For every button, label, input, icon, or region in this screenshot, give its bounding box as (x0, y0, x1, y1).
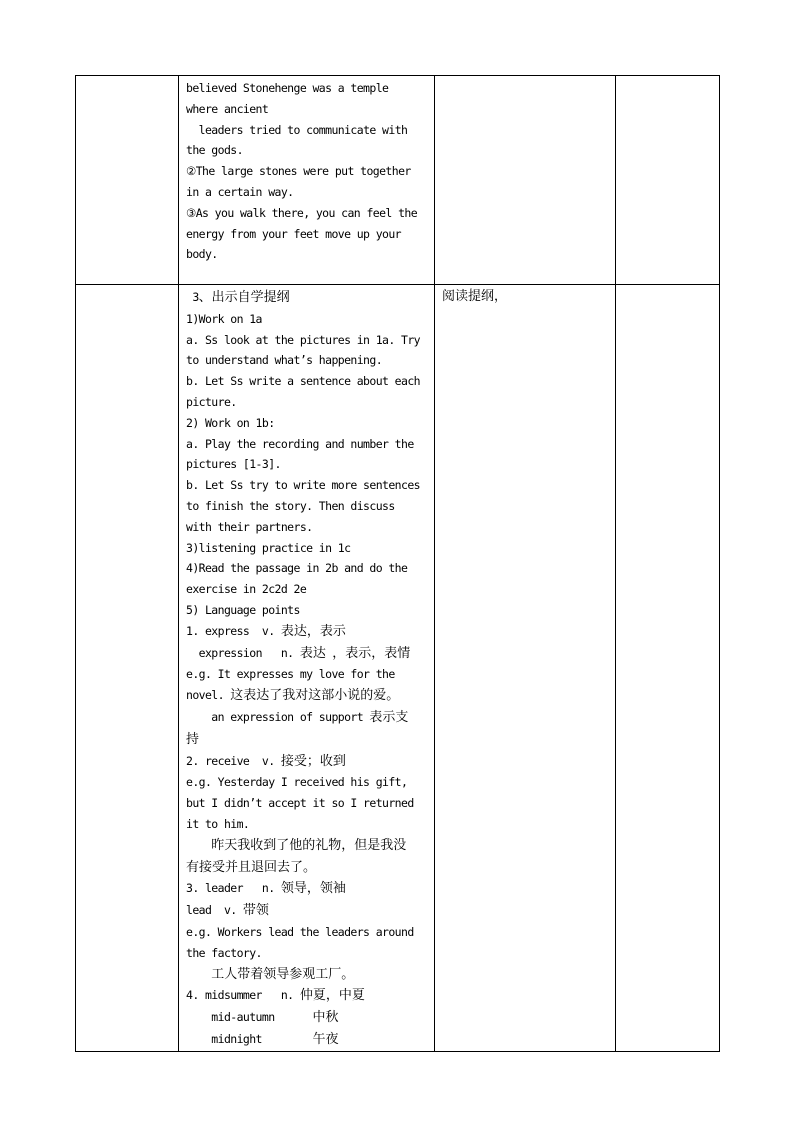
text-line: 工人带着领导参观工厂。 (211, 966, 355, 982)
text-line: an expression of support 表示支 (186, 709, 409, 725)
text-line: in a certain way. (186, 184, 294, 199)
text-line: e.g. Yesterday I received his gift, (186, 775, 408, 790)
note-cell (435, 285, 616, 1052)
text-line: 3. leader n. 领导，领袖 (186, 881, 346, 897)
text-line: 3、出示自学提纲 (186, 290, 290, 305)
text-line: leaders tried to communicate with (186, 122, 408, 137)
text-line: ③As you walk there, you can feel the (186, 205, 418, 220)
text-line: exercise in 2c2d 2e (186, 582, 307, 597)
empty-cell (616, 76, 720, 285)
text-line: b. Let Ss try to write more sentences (186, 478, 420, 493)
text-line: 1)Work on 1a (186, 311, 262, 326)
content-text (179, 285, 434, 1051)
text-line: it to him. (186, 816, 250, 831)
content-text (179, 76, 434, 265)
text-line: 2. receive v. 接受；收到 (186, 753, 346, 769)
text-line: b. Let Ss write a sentence about each (186, 374, 420, 389)
empty-cell (435, 76, 616, 285)
text-line: 3)listening practice in 1c (186, 540, 351, 555)
text-line: novel. 这表达了我对这部小说的爱。 (186, 688, 400, 704)
lesson-plan-table (75, 75, 720, 1052)
text-line: lead v. 带领 (186, 903, 269, 919)
empty-cell (76, 285, 179, 1052)
empty-cell (616, 285, 720, 1052)
text-line: 昨天我收到了他的礼物，但是我没 (211, 837, 407, 853)
text-line: pictures [1-3]. (186, 457, 281, 472)
text-line: where ancient (186, 101, 269, 116)
text-line: 5) Language points (186, 602, 300, 617)
text-line: the factory. (186, 945, 262, 960)
text-line: mid-autumn 中秋 (186, 1010, 339, 1026)
text-line: 4)Read the passage in 2b and do the (186, 561, 408, 576)
text-line: the gods. (186, 143, 243, 158)
text-line: expression n. 表达 ，表示，表情 (186, 645, 411, 661)
text-line: 1. express v. 表达，表示 (186, 623, 346, 639)
text-line: e.g. Workers lead the leaders around (186, 924, 414, 939)
content-cell (179, 76, 435, 285)
text-line: a. Ss look at the pictures in 1a. Try (186, 332, 420, 347)
text-line: believed Stonehenge was a temple (186, 81, 389, 95)
text-line: 2) Work on 1b: (186, 415, 275, 430)
table-row (76, 285, 720, 1052)
text-line: body. (186, 247, 218, 262)
text-line: e.g. It expresses my love for the (186, 667, 395, 682)
text-line: picture. (186, 394, 237, 409)
text-line: to understand what’s happening. (186, 353, 383, 368)
text-line: 有接受并且退回去了。 (186, 859, 317, 875)
text-line: to finish the story. Then discuss (186, 498, 395, 513)
text-line: 持 (186, 731, 200, 747)
text-line: energy from your feet move up your (186, 226, 402, 241)
content-cell (179, 285, 435, 1052)
text-line: but I didn’t accept it so I returned (186, 796, 414, 811)
text-line: a. Play the recording and number the (186, 436, 414, 451)
text-line: 4. midsummer n. 仲夏，中夏 (186, 988, 365, 1004)
text-line: ②The large stones were put together (186, 164, 411, 179)
text-line: with their partners. (186, 519, 313, 534)
text-line: midnight 午夜 (186, 1031, 339, 1047)
empty-cell (76, 76, 179, 285)
table-row (76, 76, 720, 285)
note-text: 阅读提纲， (442, 289, 508, 304)
